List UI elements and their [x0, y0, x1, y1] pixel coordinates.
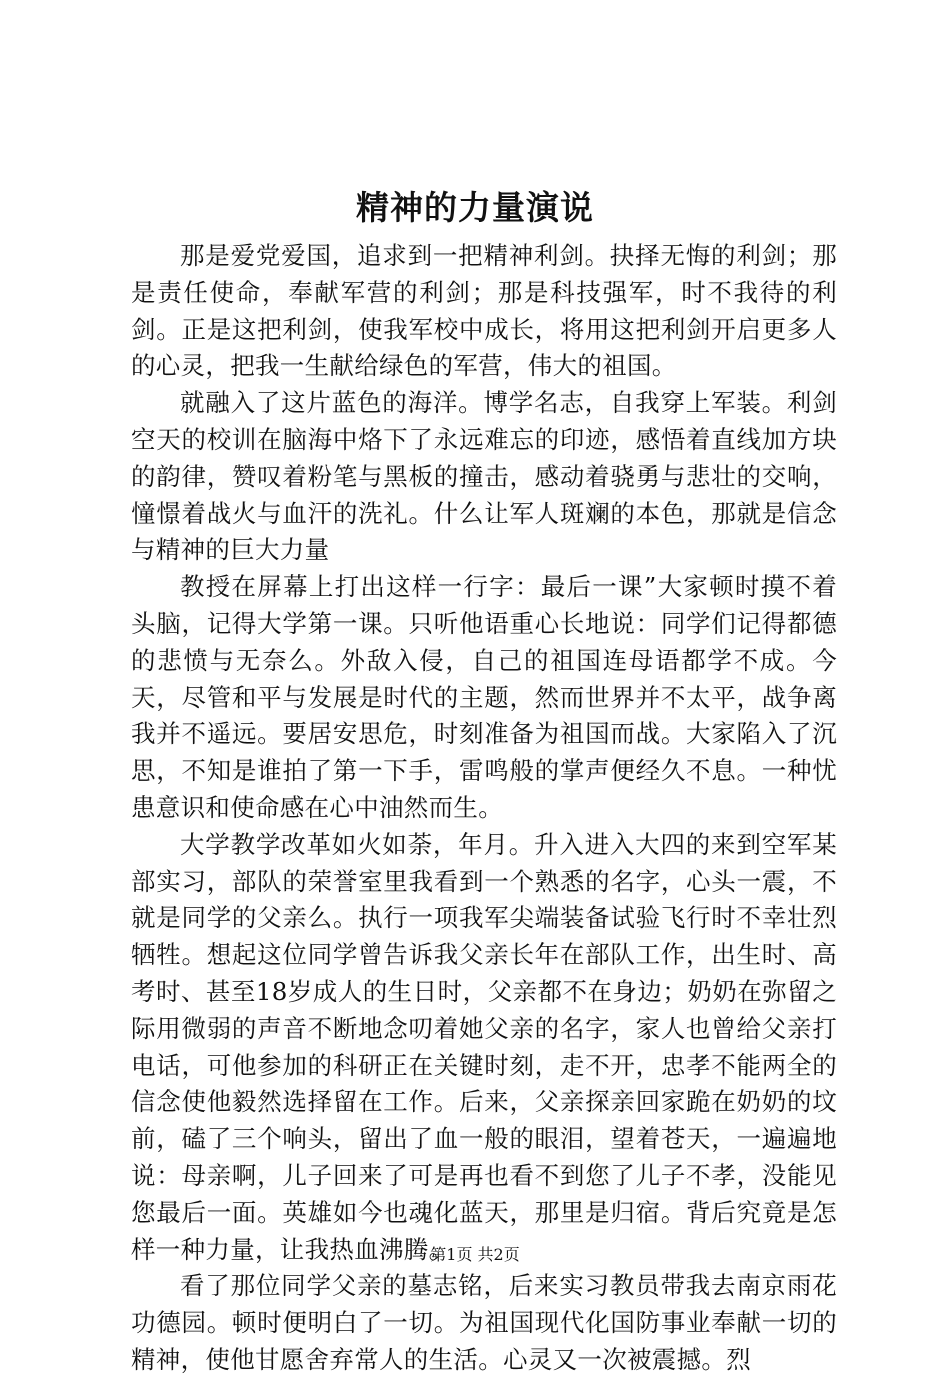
- paragraph-1: 那是爱党爱国，追求到一把精神利剑。抉择无悔的利剑；那是责任使命，奉献军营的利剑；那是科技强军，时不我待的利剑。正是这把利剑，使我军校中成长，将用这把利剑开启更多人的心灵，把我一生献给绿色的军营，伟大的祖国。: [131, 241, 837, 381]
- page-footer: 第1页 共2页: [430, 1245, 520, 1264]
- paragraph-5: 看了那位同学父亲的墓志铭，后来实习教员带我去南京雨花功德园。顿时便明白了一切。为祖国现代化国防事业奉献一切的精神，使他甘愿舍弃常人的生活。心灵又一次被震撼。烈: [131, 1271, 837, 1374]
- document-body: [131, 238, 837, 1379]
- paragraph-2: 就融入了这片蓝色的海洋。博学名志，自我穿上军装。利剑空天的校训在脑海中烙下了永远难忘的印迹，感悟着直线加方块的韵律，赞叹着粉笔与黑板的撞击，感动着骁勇与悲壮的交响，憧憬着战火与血汗的洗礼。什么让军人斑斓的本色，那就是信念与精神的巨大力量: [131, 388, 837, 565]
- document-title: 精神的力量演说: [356, 188, 594, 227]
- paragraph-3: 教授在屏幕上打出这样一行字：最后一课”大家顿时摸不着头脑，记得大学第一课。只听他语重心长地说：同学们记得都德的悲愤与无奈么。外敌入侵，自己的祖国连母语都学不成。今天，尽管和平与发展是时代的主题，然而世界并不太平，战争离我并不遥远。要居安思危，时刻准备为祖国而战。大家陷入了沉思，不知是谁拍了第一下手，雷鸣般的掌声便经久不息。一种忧患意识和使命感在心中油然而生。: [131, 572, 837, 822]
- paragraph-4: 大学教学改革如火如荼，年月。升入进入大四的来到空军某部实习，部队的荣誉室里我看到一个熟悉的名字，心头一震，不就是同学的父亲么。执行一项我军尖端装备试验飞行时不幸壮烈牺牲。想起这位同学曾告诉我父亲长年在部队工作，出生时、高考时、甚至18岁成人的生日时，父亲都不在身边；奶奶在弥留之际用微弱的声音不断地念叨着她父亲的名字，家人也曾给父亲打电话，可他参加的科研正在关键时刻，走不开，忠孝不能两全的信念使他毅然选择留在工作。后来，父亲探亲回家跪在奶奶的坟前，磕了三个响头，留出了血一般的眼泪，望着苍天，一遍遍地说：母亲啊，儿子回来了可是再也看不到您了儿子不孝，没能见您最后一面。英雄如今也魂化蓝天，那里是归宿。背后究竟是怎样一种力量，让我热血沸腾。: [131, 829, 837, 1264]
